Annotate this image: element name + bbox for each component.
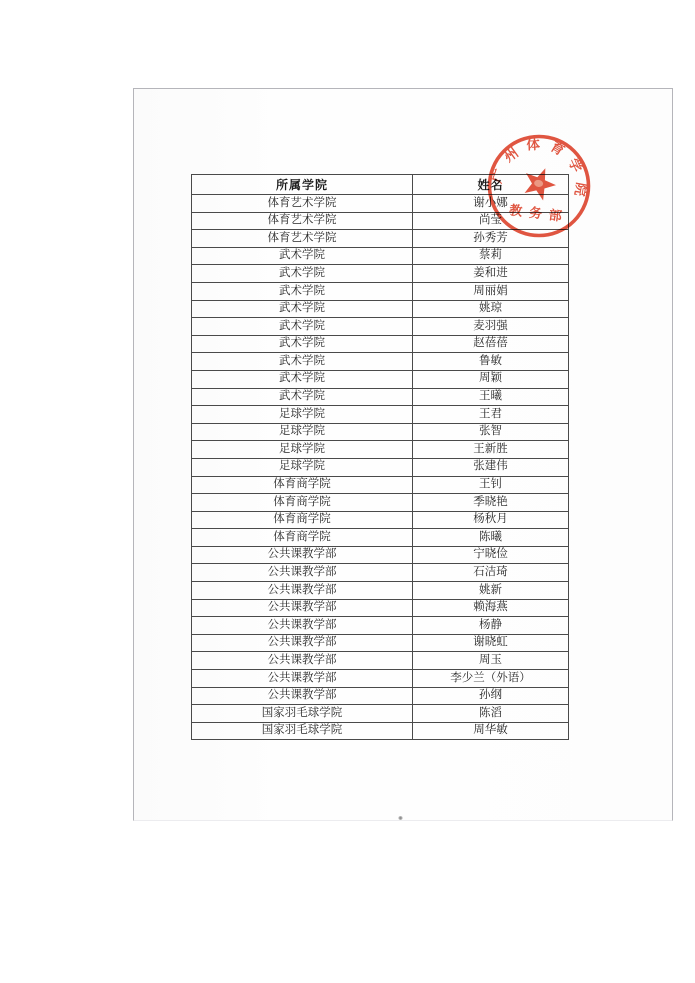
table-header-name: 姓名 [413,175,569,195]
table-header-row [192,175,569,195]
table-cell-college: 武术学院 [192,265,413,283]
table-row [192,441,569,459]
table-header-college: 所属学院 [192,175,413,195]
table-row [192,265,569,283]
table-row [192,599,569,617]
table-row [192,546,569,564]
table-row [192,353,569,371]
table-row [192,494,569,512]
table-row [192,476,569,494]
table-body [192,195,569,740]
table-cell-name: 周华敏 [413,722,569,740]
table-cell-college: 武术学院 [192,388,413,406]
table-cell-college: 武术学院 [192,335,413,353]
table-row [192,195,569,213]
table-row [192,318,569,336]
table-cell-name: 尚莹 [413,212,569,230]
table-cell-college: 公共课教学部 [192,634,413,652]
table-cell-name: 张智 [413,423,569,441]
table-row [192,617,569,635]
table-cell-college: 公共课教学部 [192,599,413,617]
table-cell-name: 杨静 [413,617,569,635]
table-cell-name: 杨秋月 [413,511,569,529]
table-cell-name: 石洁琦 [413,564,569,582]
table-cell-college: 武术学院 [192,282,413,300]
table-cell-name: 王曦 [413,388,569,406]
scanned-page [133,88,673,821]
table-cell-name: 姚琼 [413,300,569,318]
table-cell-college: 公共课教学部 [192,546,413,564]
table-row [192,406,569,424]
table-cell-college: 体育商学院 [192,511,413,529]
table-cell-name: 麦羽强 [413,318,569,336]
table-cell-college: 武术学院 [192,353,413,371]
table-row [192,370,569,388]
table-row [192,300,569,318]
table-row [192,335,569,353]
table-cell-name: 陈曦 [413,529,569,547]
table-cell-name: 孙秀芳 [413,230,569,248]
table-cell-college: 足球学院 [192,458,413,476]
table-cell-college: 公共课教学部 [192,582,413,600]
table-cell-name: 周玉 [413,652,569,670]
table-row [192,282,569,300]
table-cell-college: 体育艺术学院 [192,230,413,248]
table-cell-college: 足球学院 [192,406,413,424]
table-cell-college: 体育商学院 [192,529,413,547]
table-cell-college: 体育艺术学院 [192,195,413,213]
table-row [192,687,569,705]
table-cell-college: 体育商学院 [192,494,413,512]
table-row [192,670,569,688]
table-row [192,634,569,652]
table-cell-name: 谢小娜 [413,195,569,213]
table-cell-college: 公共课教学部 [192,617,413,635]
table-cell-name: 张建伟 [413,458,569,476]
table-row [192,423,569,441]
table-cell-college: 武术学院 [192,370,413,388]
table-header [192,175,569,195]
table-cell-name: 姜和进 [413,265,569,283]
table-cell-college: 体育艺术学院 [192,212,413,230]
table-cell-name: 孙纲 [413,687,569,705]
table-row [192,212,569,230]
table-cell-college: 国家羽毛球学院 [192,705,413,723]
table-row [192,722,569,740]
scan-artifact-speck [398,816,403,820]
table-cell-college: 足球学院 [192,423,413,441]
table-cell-name: 季晓艳 [413,494,569,512]
table-cell-college: 公共课教学部 [192,687,413,705]
table-cell-name: 赵蓓蓓 [413,335,569,353]
table-cell-name: 王钊 [413,476,569,494]
table-cell-college: 武术学院 [192,300,413,318]
table-cell-college: 公共课教学部 [192,564,413,582]
table-cell-name: 宁晓俭 [413,546,569,564]
table-cell-college: 武术学院 [192,318,413,336]
table-cell-college: 公共课教学部 [192,670,413,688]
table-cell-college: 足球学院 [192,441,413,459]
table-cell-name: 蔡莉 [413,247,569,265]
table-cell-college: 公共课教学部 [192,652,413,670]
roster-table [191,174,569,740]
table-row [192,564,569,582]
table-cell-name: 陈滔 [413,705,569,723]
table-cell-name: 王新胜 [413,441,569,459]
table-row [192,529,569,547]
table-cell-name: 周丽娟 [413,282,569,300]
table-row [192,705,569,723]
table-cell-college: 国家羽毛球学院 [192,722,413,740]
table-row [192,230,569,248]
table-row [192,247,569,265]
table-row [192,511,569,529]
table-cell-name: 姚新 [413,582,569,600]
table-cell-college: 武术学院 [192,247,413,265]
table-row [192,582,569,600]
table-cell-name: 谢晓虹 [413,634,569,652]
seal-department-text: 教务部 [508,202,570,225]
table-cell-name: 鲁敏 [413,353,569,371]
table-cell-name: 王君 [413,406,569,424]
table-cell-name: 李少兰（外语） [413,670,569,688]
table-cell-name: 赖海燕 [413,599,569,617]
table-row [192,458,569,476]
table-row [192,652,569,670]
seal-ring-text: 广州体育学院 [489,136,590,206]
table-row [192,388,569,406]
table-cell-college: 体育商学院 [192,476,413,494]
table-cell-name: 周颖 [413,370,569,388]
